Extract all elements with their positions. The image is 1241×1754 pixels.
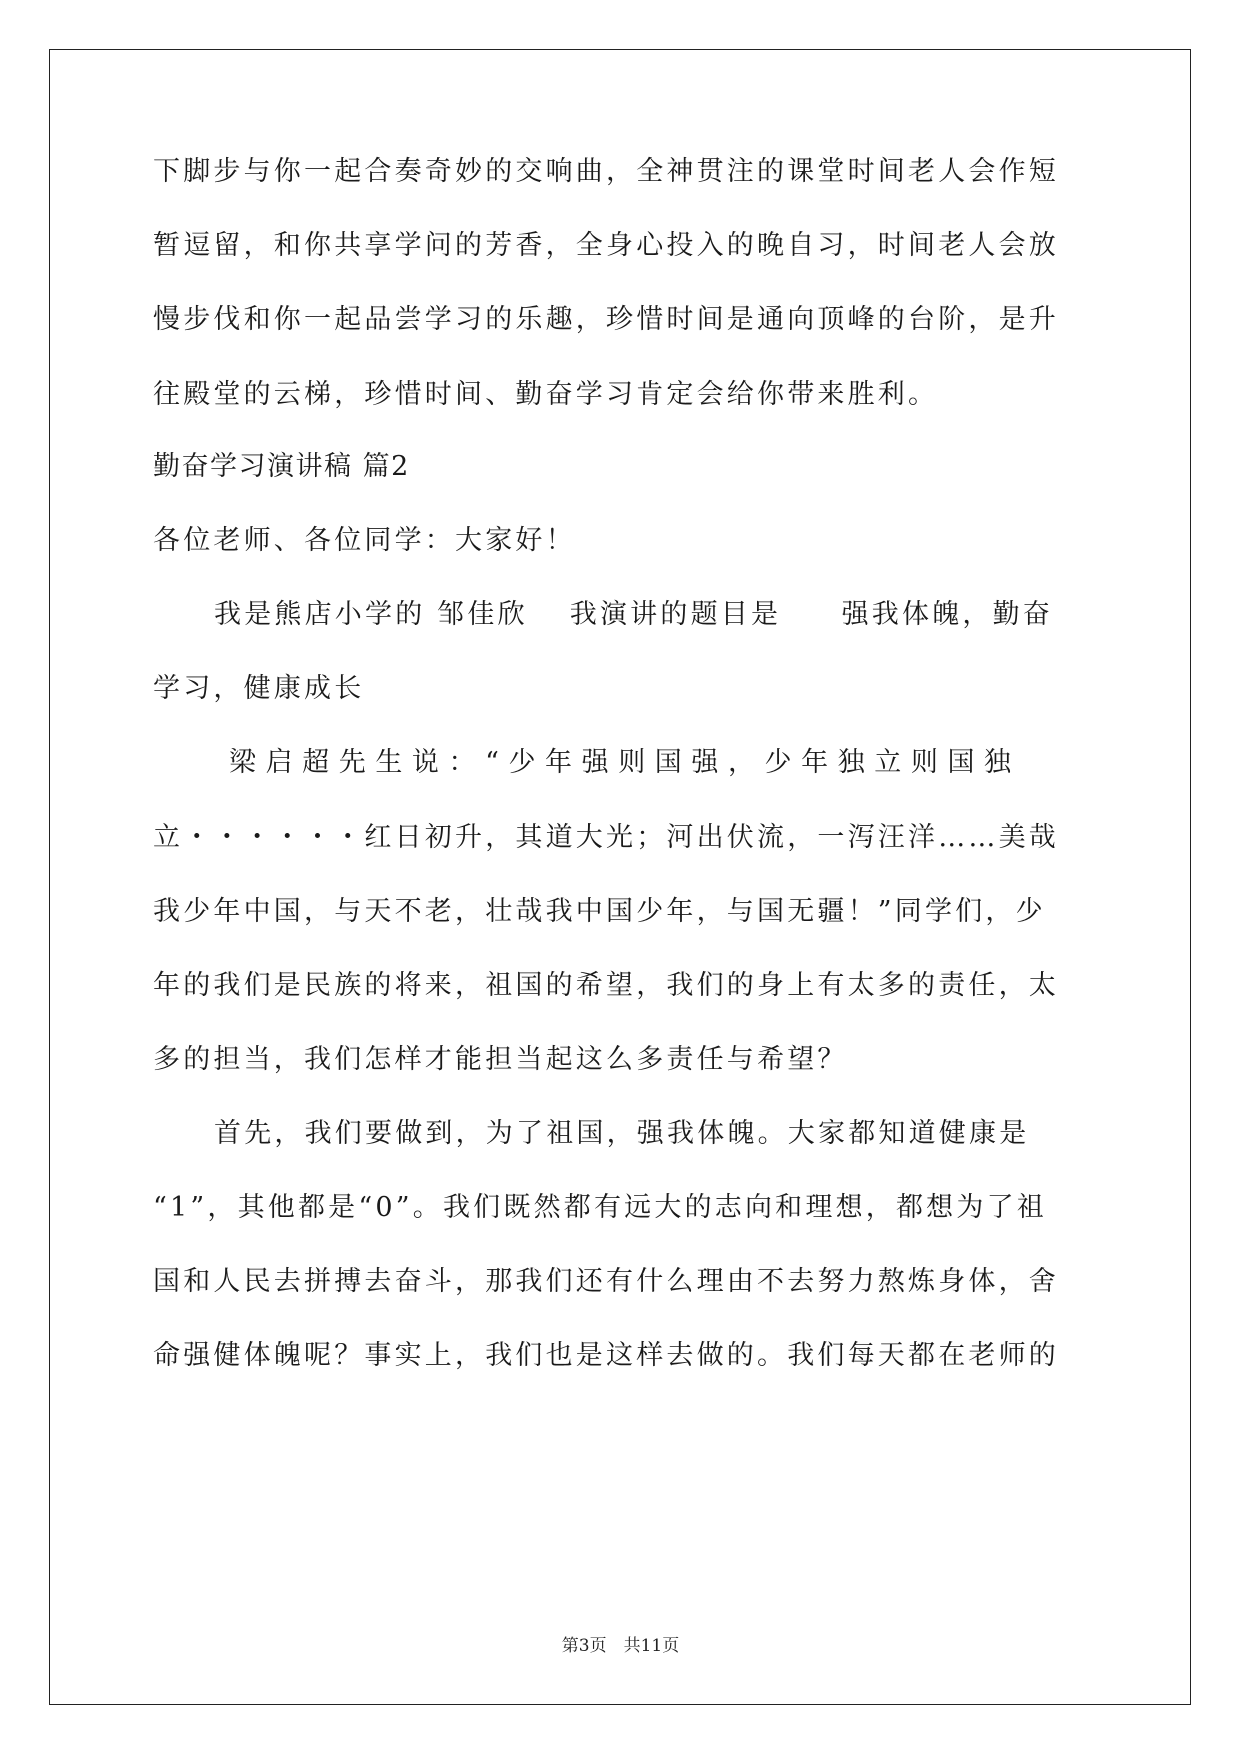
section-heading: 勤奋学习演讲稿 篇2	[153, 451, 410, 482]
page-number: 第3页 共11页	[561, 1636, 680, 1656]
text-line: 暂逗留，和你共享学问的芳香，全身心投入的晚自习，时间老人会放	[153, 230, 1059, 261]
text-line: 多的担当，我们怎样才能担当起这么多责任与希望？	[153, 1044, 848, 1075]
text-line: 我是熊店小学的 邹佳欣 我演讲的题目是 强我体魄，勤奋	[214, 599, 1053, 630]
text-line: 立・・・・・・红日初升，其道大光；河出伏流，一泻汪洋……美哉	[153, 822, 1059, 853]
page-border	[49, 49, 1191, 1705]
text-line: 梁 启 超 先 生 说 ： “ 少 年 强 则 国 强 ， 少 年 独 立 则 国 独	[229, 747, 1012, 778]
text-line: 年的我们是民族的将来，祖国的希望，我们的身上有太多的责任，太	[153, 970, 1059, 1001]
text-line: 往殿堂的云梯，珍惜时间、勤奋学习肯定会给你带来胜利。	[153, 379, 939, 410]
text-line: 首先，我们要做到，为了祖国，强我体魄。大家都知道健康是	[214, 1118, 1030, 1149]
text-line: “1”，其他都是“0”。我们既然都有远大的志向和理想，都想为了祖	[153, 1192, 1047, 1223]
text-line: 学习，健康成长	[153, 673, 365, 704]
text-line: 命强健体魄呢？事实上，我们也是这样去做的。我们每天都在老师的	[153, 1340, 1059, 1371]
text-line: 我少年中国，与天不老，壮哉我中国少年，与国无疆！”同学们，少	[153, 896, 1046, 927]
text-line: 慢步伐和你一起品尝学习的乐趣，珍惜时间是通向顶峰的台阶，是升	[153, 304, 1059, 335]
text-line: 下脚步与你一起合奏奇妙的交响曲，全神贯注的课堂时间老人会作短	[153, 156, 1059, 187]
text-line: 国和人民去拼搏去奋斗，那我们还有什么理由不去努力熬炼身体，舍	[153, 1266, 1059, 1297]
salutation: 各位老师、各位同学：大家好！	[153, 525, 576, 556]
